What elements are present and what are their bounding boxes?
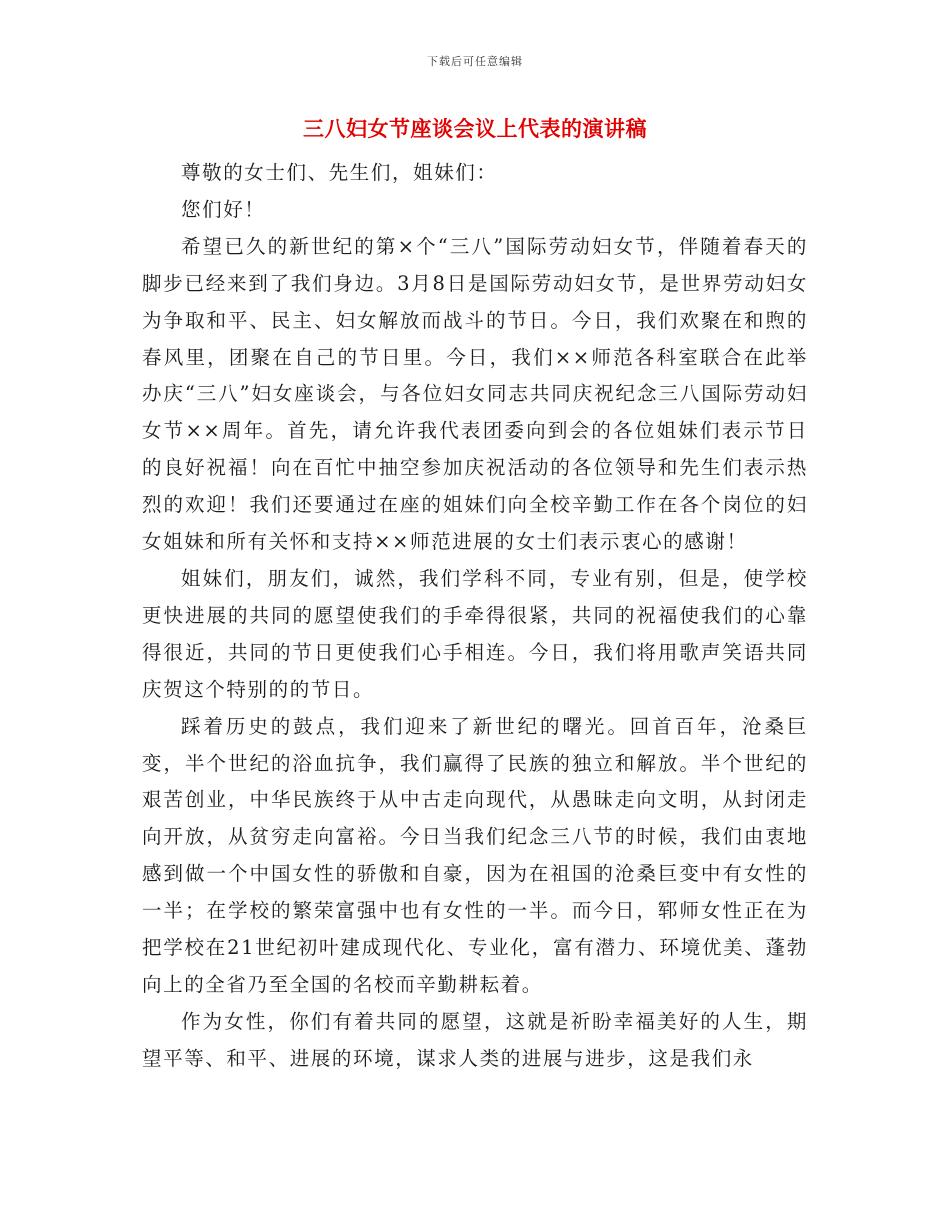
header-note: 下载后可任意编辑 <box>427 55 523 68</box>
paragraph: 姐妹们，朋友们，诚然，我们学科不同，专业有别，但是，使学校更快进展的共同的愿望使我们的手牵得很紧，共同的祝福使我们的心靠得很近，共同的节日更使我们心手相连。今日，我们将用歌声笑语共同庆贺这个特别的的节日。 <box>142 566 808 701</box>
page-title: 三八妇女节座谈会议上代表的演讲稿 <box>303 117 647 141</box>
salutation: 尊敬的女士们、先生们，姐妹们： <box>181 161 498 184</box>
paragraph: 作为女性，你们有着共同的愿望，这就是祈盼幸福美好的人生，期望平等、和平、进展的环境，谋求人类的进展与进步，这是我们永 <box>142 1009 808 1070</box>
greeting: 您们好！ <box>181 197 266 221</box>
paragraph: 希望已久的新世纪的第×个“三八”国际劳动妇女节，伴随着春天的脚步已经来到了我们身边。3月8日是国际劳动妇女节，是世界劳动妇女为争取和平、民主、妇女解放而战斗的节日。今日，我们欢聚在和煦的春风里，团聚在自己的节日里。今日，我们××师范各科室联合在此举办庆“三八”妇女座谈会，与各位妇女同志共同庆祝纪念三八国际劳动妇女节××周年。首先，请允许我代表团委向到会的各位姐妹们表示节日的良好祝福！向在百忙中抽空参加庆祝活动的各位领导和先生们表示热烈的欢迎！我们还要通过在座的姐妹们向全校辛勤工作在各个岗位的妇女姐妹和所有关怀和支持××师范进展的女士们表示衷心的感谢！ <box>142 234 808 554</box>
paragraph: 踩着历史的鼓点，我们迎来了新世纪的曙光。回首百年，沧桑巨变，半个世纪的浴血抗争，我们赢得了民族的独立和解放。半个世纪的艰苦创业，中华民族终于从中古走向现代，从愚昧走向文明，从封闭走向开放，从贫穷走向富裕。今日当我们纪念三八节的时候，我们由衷地感到做一个中国女性的骄傲和自豪，因为在祖国的沧桑巨变中有女性的一半；在学校的繁荣富强中也有女性的一半。而今日，郓师女性正在为把学校在21世纪初叶建成现代化、专业化，富有潜力、环境优美、蓬勃向上的全省乃至全国的名校而辛勤耕耘着。 <box>142 714 808 996</box>
document-body <box>142 155 808 1078</box>
